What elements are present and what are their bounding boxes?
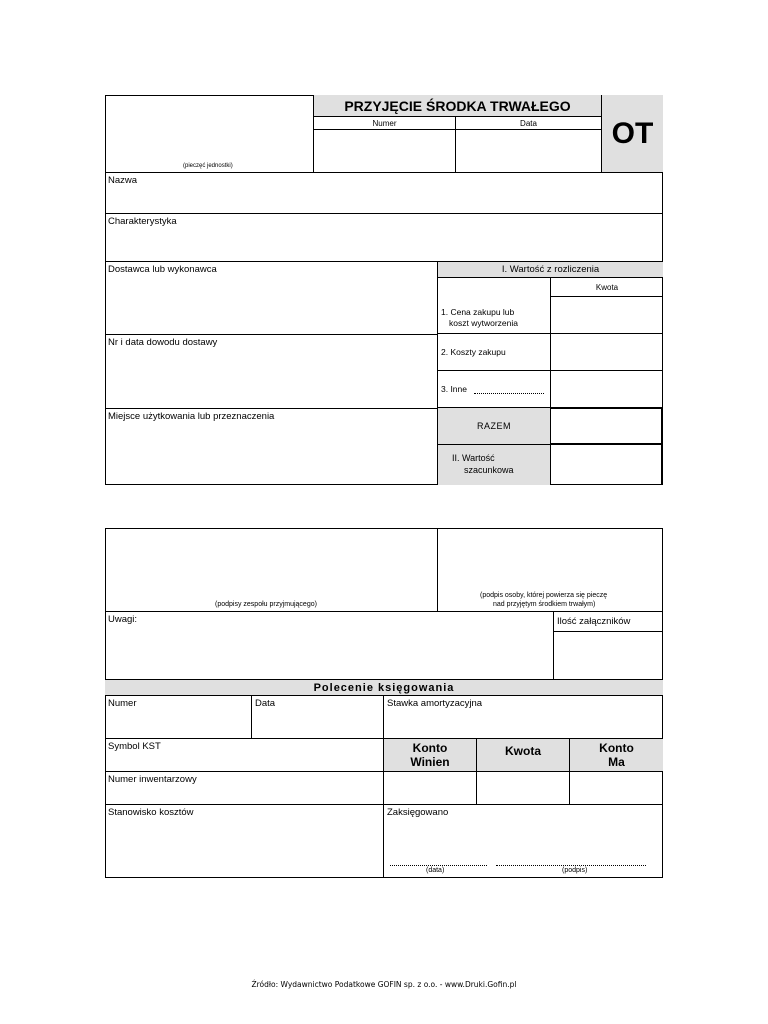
valuation-row-value-3[interactable] [550,371,663,408]
nr-data-dowodu-field[interactable] [105,334,438,408]
valuation-header: I. Wartość z rozliczenia [438,261,663,278]
booking-numer-field[interactable] [105,696,252,739]
miejsce-field[interactable] [105,408,438,485]
zaksiegowano-field[interactable] [384,805,663,878]
numer-inwentarzowy-label: Numer inwentarzowy [108,774,197,785]
signature-team-area[interactable] [105,528,438,611]
stamp-caption: (pieczęć jednostki) [183,163,233,169]
kwota-col-header: Kwota [477,739,570,772]
ilosc-zalacznikow-header [554,611,663,631]
zaksiegowano-date-line [390,865,487,866]
uwagi-label: Uwagi: [108,614,138,625]
stanowisko-kosztow-label: Stanowisko kosztów [108,807,194,818]
konto-ma-header: Konto Ma [570,739,663,772]
booking-header: Polecenie księgowania [105,679,663,696]
valuation-row-value-1[interactable] [550,297,663,334]
valuation-row-label-2: 2. Koszty zakupu [438,334,550,371]
data-field[interactable] [456,130,601,173]
dostawca-field[interactable] [105,261,438,334]
ilosc-zalacznikow-field[interactable] [554,631,663,679]
stanowisko-kosztow-field[interactable] [105,805,384,878]
dostawca-label: Dostawca lub wykonawca [108,264,217,275]
numer-field[interactable] [314,130,456,173]
valuation-row-label-1: 1. Cena zakupu lub koszt wytworzenia [438,297,550,334]
miejsce-label: Miejsce użytkowania lub przeznaczenia [108,411,275,422]
signature-custodian-caption-2: nad przyjętym środkiem trwałym) [493,601,596,608]
charakterystyka-field[interactable] [105,213,663,261]
kwota-value[interactable] [477,772,570,805]
numer-header: Numer [314,117,456,130]
data-header: Data [456,117,601,130]
ilosc-zalacznikow-label: Ilość załączników [557,616,631,627]
zaksiegowano-signature-line [496,865,646,866]
wartosc-szacunkowa-label: II. Wartość szacunkowa [438,445,550,485]
stawka-label: Stawka amortyzacyjna [387,698,483,709]
booking-data-field[interactable] [252,696,384,739]
nr-data-dowodu-label: Nr i data dowodu dostawy [108,337,218,348]
razem-value[interactable] [550,408,663,445]
numer-inwentarzowy-field[interactable] [105,772,384,805]
razem-label: RAZEM [438,408,550,445]
signature-custodian-area[interactable] [438,528,663,611]
charakterystyka-label: Charakterystyka [108,216,177,227]
symbol-kst-field[interactable] [105,739,384,772]
kwota-header: Kwota [550,278,663,297]
konto-winien-value[interactable] [384,772,477,805]
signature-team-caption: (podpisy zespołu przyjmującego) [215,601,317,608]
nazwa-label: Nazwa [108,175,138,186]
konto-winien-header: Konto Winien [384,739,477,772]
uwagi-field[interactable] [105,611,554,679]
form-code-box: OT [601,95,663,173]
form-title: PRZYJĘCIE ŚRODKA TRWAŁEGO [314,95,601,117]
footer-source: Źródło: Wydawnictwo Podatkowe GOFIN sp. z o.o. - www.Druki.Gofin.pl [251,980,517,989]
valuation-row-label-3: 3. Inne [438,371,550,408]
stawka-field[interactable] [384,696,663,739]
nazwa-field[interactable] [105,172,663,214]
symbol-kst-label: Symbol KST [108,741,161,752]
booking-data-label: Data [255,698,276,709]
stamp-area [105,95,314,173]
booking-numer-label: Numer [108,698,137,709]
zaksiegowano-date-caption: (data) [426,867,445,874]
konto-ma-value[interactable] [570,772,663,805]
signature-custodian-caption-1: (podpis osoby, której powierza się pieczę [480,592,608,599]
wartosc-szacunkowa-value[interactable] [550,445,663,485]
valuation-row-value-2[interactable] [550,334,663,371]
zaksiegowano-signature-caption: (podpis) [562,867,588,874]
zaksiegowano-label: Zaksięgowano [387,807,449,818]
inne-dotted-line [474,393,544,394]
